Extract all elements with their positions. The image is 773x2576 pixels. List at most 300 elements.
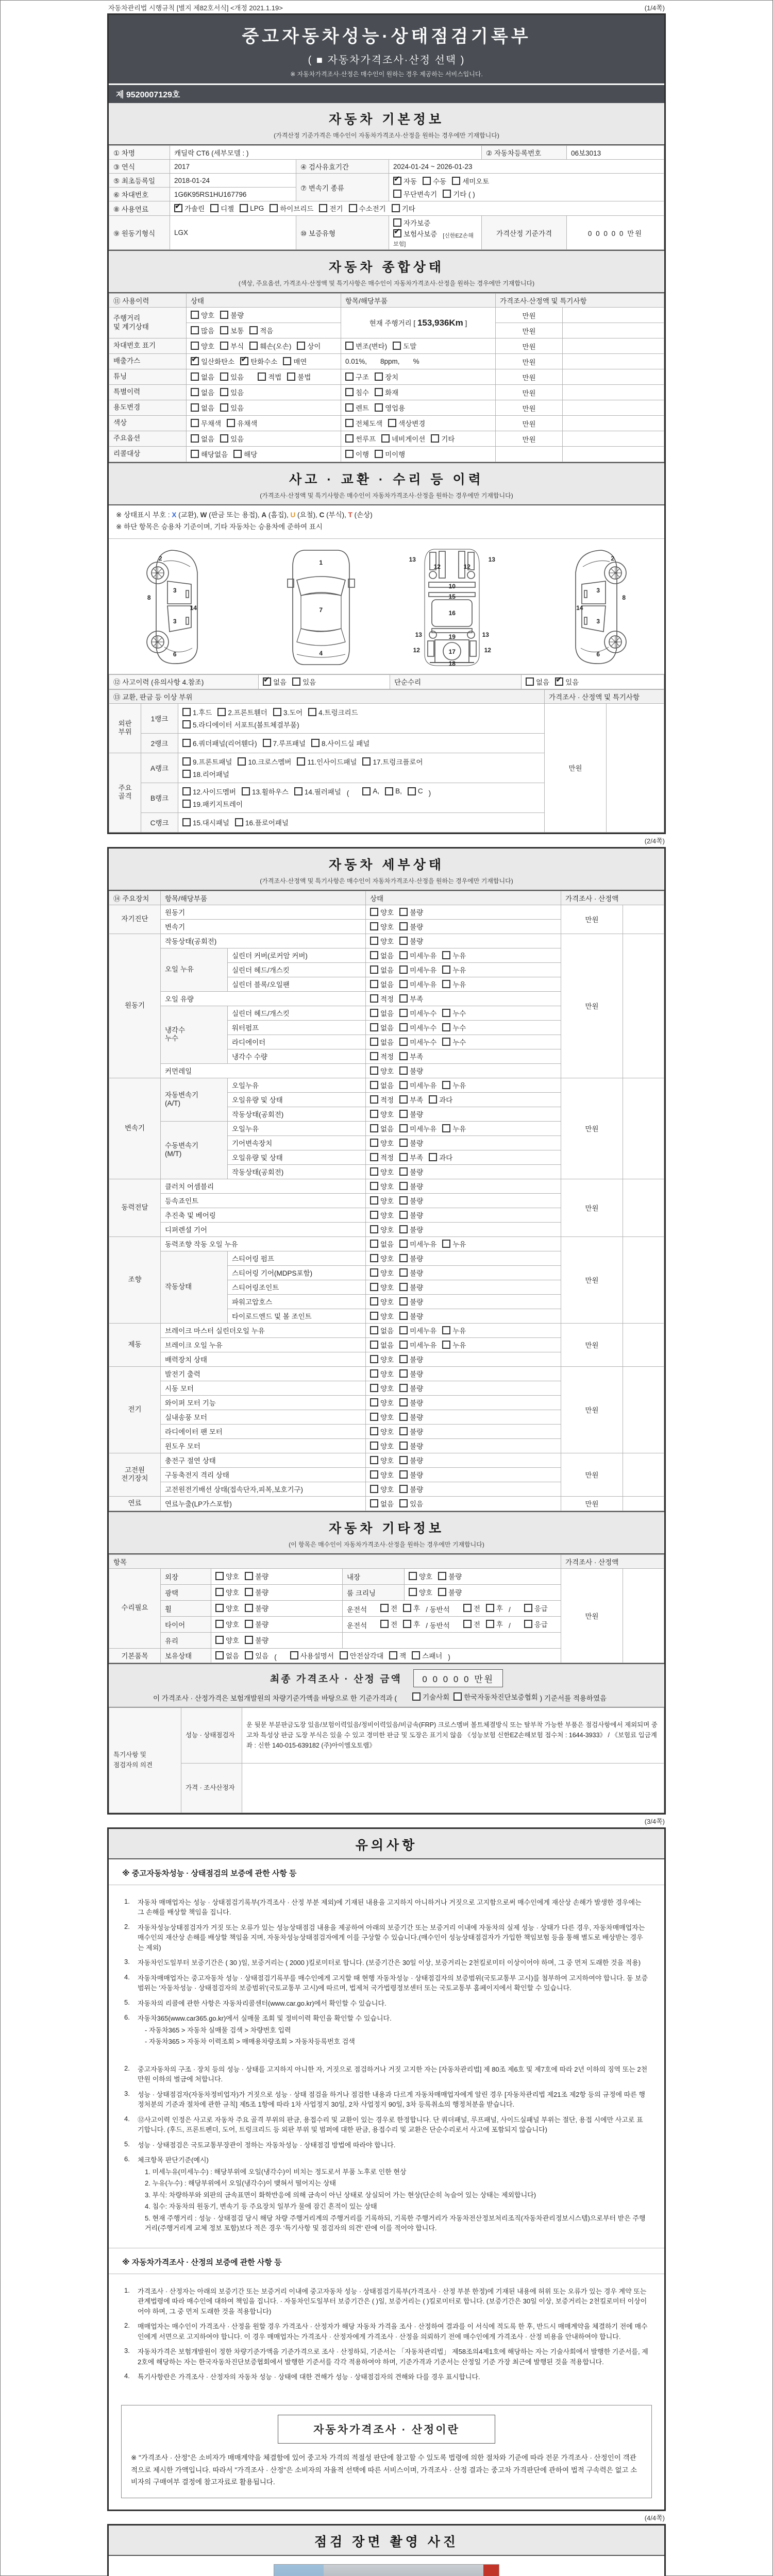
checkbox-option[interactable] [442, 1239, 466, 1249]
checkbox-option[interactable] [399, 1123, 436, 1133]
checkbox[interactable] [442, 980, 450, 988]
checkbox[interactable] [191, 357, 199, 365]
checkbox[interactable] [399, 1225, 408, 1233]
checkbox-option[interactable] [191, 418, 221, 428]
checkbox[interactable] [399, 1312, 408, 1320]
checkbox[interactable] [408, 787, 416, 795]
checkbox-option[interactable] [380, 1619, 397, 1629]
checkbox-option[interactable] [399, 907, 423, 917]
checkbox[interactable] [217, 708, 226, 716]
checkbox-option[interactable] [392, 203, 415, 213]
checkbox-option[interactable] [370, 1354, 394, 1364]
checkbox[interactable] [486, 1604, 494, 1612]
checkbox[interactable] [370, 1355, 378, 1363]
checkbox-option[interactable] [349, 203, 386, 213]
checkbox-option[interactable] [370, 1166, 394, 1177]
checkbox-option[interactable] [370, 1181, 394, 1191]
checkbox[interactable] [245, 1620, 253, 1628]
checkbox[interactable] [245, 1572, 253, 1580]
checkbox[interactable] [287, 372, 295, 381]
checkbox[interactable] [370, 1009, 378, 1017]
checkbox[interactable] [370, 1066, 378, 1075]
checkbox[interactable] [308, 708, 316, 716]
checkbox-option[interactable] [399, 1152, 423, 1162]
checkbox-option[interactable] [375, 371, 398, 382]
checkbox-option[interactable] [182, 786, 236, 796]
checkbox-option[interactable] [362, 756, 423, 767]
checkbox[interactable] [399, 1268, 408, 1277]
checkbox[interactable] [370, 1470, 378, 1479]
checkbox-option[interactable] [370, 1426, 394, 1436]
checkbox-option[interactable] [233, 449, 257, 459]
checkbox-option[interactable] [191, 341, 214, 351]
checkbox[interactable] [370, 1038, 378, 1046]
checkbox[interactable] [182, 787, 191, 795]
checkbox-option[interactable] [370, 1195, 394, 1206]
checkbox-option[interactable] [370, 936, 394, 946]
checkbox[interactable] [215, 1620, 224, 1628]
checkbox-option[interactable] [381, 433, 425, 444]
checkbox[interactable] [362, 787, 371, 795]
checkbox[interactable] [370, 1341, 378, 1349]
checkbox[interactable] [242, 787, 250, 795]
checkbox-option[interactable] [263, 738, 306, 748]
checkbox[interactable] [174, 204, 182, 212]
checkbox-option[interactable] [524, 1619, 548, 1629]
checkbox-option[interactable] [215, 1603, 239, 1613]
checkbox-option[interactable] [380, 1603, 397, 1613]
checkbox-option[interactable] [215, 1650, 239, 1660]
checkbox[interactable] [182, 800, 191, 808]
checkbox[interactable] [431, 434, 439, 443]
checkbox-option[interactable] [182, 738, 257, 748]
checkbox-option[interactable] [191, 449, 228, 459]
checkbox-option[interactable] [442, 1080, 466, 1090]
checkbox[interactable] [388, 419, 396, 427]
checkbox-option[interactable] [258, 371, 281, 382]
checkbox-option[interactable] [463, 1619, 480, 1629]
checkbox[interactable] [443, 190, 451, 198]
checkbox[interactable] [370, 908, 378, 916]
checkbox[interactable] [263, 677, 271, 686]
checkbox-option[interactable] [245, 1603, 268, 1613]
checkbox-option[interactable] [412, 1650, 442, 1660]
checkbox[interactable] [399, 937, 408, 945]
checkbox-option[interactable] [290, 1650, 334, 1660]
checkbox[interactable] [182, 770, 191, 778]
checkbox-option[interactable] [215, 1635, 239, 1645]
checkbox-option[interactable] [385, 787, 402, 795]
checkbox[interactable] [370, 1052, 378, 1060]
checkbox[interactable] [294, 787, 303, 795]
checkbox-option[interactable] [345, 341, 387, 351]
checkbox[interactable] [270, 204, 278, 212]
checkbox[interactable] [399, 908, 408, 916]
checkbox-option[interactable] [399, 1210, 423, 1220]
checkbox-option[interactable] [287, 371, 311, 382]
checkbox-option[interactable] [191, 371, 214, 382]
checkbox-option[interactable] [191, 402, 214, 413]
checkbox[interactable] [412, 1651, 420, 1659]
checkbox[interactable] [399, 1470, 408, 1479]
checkbox[interactable] [399, 1427, 408, 1435]
checkbox-option[interactable] [220, 433, 244, 444]
checkbox-option[interactable] [393, 176, 417, 186]
checkbox-option[interactable] [438, 1571, 462, 1581]
checkbox-option[interactable] [408, 787, 423, 795]
checkbox[interactable] [399, 1009, 408, 1017]
checkbox-option[interactable] [297, 756, 357, 767]
checkbox-option[interactable] [191, 356, 234, 366]
checkbox-option[interactable] [399, 1181, 423, 1191]
checkbox-option[interactable] [399, 1340, 436, 1350]
checkbox[interactable] [345, 372, 354, 381]
checkbox-option[interactable] [370, 1498, 394, 1509]
checkbox-option[interactable] [399, 1368, 423, 1379]
checkbox[interactable] [245, 1636, 253, 1644]
checkbox-option[interactable] [370, 950, 394, 960]
checkbox[interactable] [345, 342, 354, 350]
checkbox[interactable] [409, 1588, 417, 1596]
checkbox[interactable] [370, 922, 378, 930]
checkbox[interactable] [191, 434, 199, 443]
checkbox-option[interactable] [238, 756, 291, 767]
checkbox-option[interactable] [463, 1603, 480, 1613]
checkbox-option[interactable] [399, 1498, 423, 1509]
checkbox[interactable] [191, 342, 199, 350]
checkbox[interactable] [215, 1588, 224, 1596]
checkbox[interactable] [370, 1240, 378, 1248]
checkbox-option[interactable] [423, 176, 446, 186]
checkbox-option[interactable] [273, 707, 303, 717]
checkbox[interactable] [292, 677, 300, 686]
checkbox[interactable] [452, 177, 460, 185]
checkbox-option[interactable] [345, 433, 376, 444]
checkbox[interactable] [182, 720, 191, 728]
checkbox[interactable] [370, 1167, 378, 1176]
checkbox-option[interactable] [245, 1571, 268, 1581]
checkbox[interactable] [182, 708, 191, 716]
checkbox-option[interactable] [215, 1587, 239, 1597]
checkbox-option[interactable] [191, 325, 214, 335]
checkbox-option[interactable] [409, 1587, 432, 1597]
checkbox[interactable] [453, 1692, 462, 1701]
checkbox-option[interactable] [220, 325, 244, 335]
checkbox[interactable] [240, 357, 248, 365]
checkbox-option[interactable] [245, 1635, 268, 1645]
checkbox-option[interactable] [263, 676, 287, 687]
checkbox[interactable] [399, 1110, 408, 1118]
checkbox[interactable] [399, 1052, 408, 1060]
checkbox[interactable] [385, 787, 393, 795]
checkbox-option[interactable] [319, 203, 343, 213]
checkbox[interactable] [399, 1283, 408, 1291]
checkbox-option[interactable] [370, 1051, 394, 1061]
checkbox-option[interactable] [217, 707, 267, 717]
checkbox-option[interactable] [393, 341, 416, 351]
checkbox-option[interactable] [388, 418, 425, 428]
checkbox[interactable] [393, 190, 401, 198]
checkbox[interactable] [399, 1038, 408, 1046]
checkbox-option[interactable] [245, 1650, 268, 1660]
checkbox-option[interactable] [399, 1354, 423, 1364]
checkbox[interactable] [399, 1167, 408, 1176]
checkbox[interactable] [463, 1620, 472, 1628]
checkbox-option[interactable] [399, 1412, 423, 1422]
checkbox[interactable] [399, 1297, 408, 1306]
checkbox-option[interactable] [240, 356, 277, 366]
checkbox[interactable] [240, 204, 248, 212]
checkbox-option[interactable] [399, 1065, 423, 1076]
checkbox[interactable] [245, 1604, 253, 1612]
checkbox-option[interactable] [370, 921, 394, 931]
checkbox-option[interactable] [452, 176, 489, 186]
checkbox-option[interactable] [370, 1224, 394, 1234]
checkbox-option[interactable] [370, 1484, 394, 1494]
checkbox[interactable] [399, 1081, 408, 1089]
checkbox[interactable] [370, 994, 378, 1003]
checkbox[interactable] [370, 980, 378, 988]
checkbox-option[interactable] [399, 1311, 423, 1321]
checkbox[interactable] [220, 434, 228, 443]
checkbox[interactable] [370, 1081, 378, 1089]
checkbox-option[interactable] [412, 1691, 449, 1702]
checkbox-option[interactable] [399, 950, 436, 960]
checkbox[interactable] [429, 1095, 437, 1104]
checkbox[interactable] [362, 757, 371, 766]
checkbox[interactable] [429, 1153, 437, 1161]
checkbox-option[interactable] [215, 1619, 239, 1629]
checkbox-option[interactable] [399, 1080, 436, 1090]
checkbox[interactable] [442, 965, 450, 974]
checkbox[interactable] [442, 1081, 450, 1089]
checkbox[interactable] [227, 419, 235, 427]
checkbox-option[interactable] [399, 1296, 423, 1307]
checkbox[interactable] [370, 1110, 378, 1118]
checkbox-option[interactable] [399, 964, 436, 975]
checkbox-option[interactable] [389, 1650, 406, 1660]
checkbox-option[interactable] [370, 1109, 394, 1119]
checkbox[interactable] [486, 1620, 494, 1628]
checkbox[interactable] [233, 450, 242, 458]
checkbox[interactable] [393, 342, 401, 350]
checkbox[interactable] [311, 739, 320, 747]
checkbox-option[interactable] [399, 1022, 436, 1032]
checkbox-option[interactable] [375, 402, 405, 413]
checkbox-option[interactable] [249, 341, 291, 351]
checkbox-option[interactable] [399, 1267, 423, 1278]
checkbox-option[interactable] [403, 1619, 420, 1629]
checkbox[interactable] [345, 419, 354, 427]
checkbox[interactable] [380, 1620, 389, 1628]
checkbox-option[interactable] [249, 325, 273, 335]
checkbox[interactable] [370, 1225, 378, 1233]
checkbox-option[interactable] [431, 433, 455, 444]
checkbox-option[interactable] [442, 1340, 466, 1350]
checkbox-option[interactable] [442, 979, 466, 989]
checkbox[interactable] [290, 1651, 298, 1659]
checkbox-option[interactable] [429, 1152, 452, 1162]
checkbox-option[interactable] [191, 387, 214, 397]
checkbox-option[interactable] [399, 921, 423, 931]
checkbox[interactable] [370, 1485, 378, 1493]
checkbox[interactable] [442, 1124, 450, 1132]
checkbox-option[interactable] [399, 1383, 423, 1393]
checkbox-option[interactable] [399, 1325, 436, 1335]
checkbox[interactable] [220, 388, 228, 396]
checkbox[interactable] [370, 1211, 378, 1219]
checkbox[interactable] [399, 1254, 408, 1262]
checkbox-option[interactable] [370, 979, 394, 989]
checkbox-option[interactable] [370, 1311, 394, 1321]
checkbox-option[interactable] [370, 1296, 394, 1307]
checkbox[interactable] [370, 1153, 378, 1161]
checkbox[interactable] [370, 1456, 378, 1464]
checkbox-option[interactable] [182, 707, 212, 717]
checkbox[interactable] [399, 1196, 408, 1205]
checkbox-option[interactable] [191, 433, 214, 444]
checkbox-option[interactable] [399, 1037, 436, 1047]
checkbox[interactable] [524, 1604, 532, 1612]
checkbox[interactable] [370, 1095, 378, 1104]
checkbox[interactable] [245, 1651, 253, 1659]
checkbox[interactable] [399, 1413, 408, 1421]
checkbox-option[interactable] [442, 1022, 466, 1032]
checkbox[interactable] [375, 403, 383, 412]
checkbox[interactable] [399, 1456, 408, 1464]
checkbox-option[interactable] [375, 387, 398, 397]
checkbox-option[interactable] [399, 1239, 436, 1249]
checkbox-option[interactable] [370, 1412, 394, 1422]
checkbox-option[interactable] [399, 1109, 423, 1119]
checkbox[interactable] [191, 372, 199, 381]
checkbox-option[interactable] [370, 1325, 394, 1335]
checkbox[interactable] [220, 311, 228, 319]
checkbox-option[interactable] [442, 950, 466, 960]
checkbox[interactable] [370, 1384, 378, 1392]
checkbox-option[interactable] [308, 707, 358, 717]
checkbox-option[interactable] [292, 676, 316, 687]
checkbox[interactable] [399, 1139, 408, 1147]
checkbox[interactable] [399, 1211, 408, 1219]
checkbox-option[interactable] [370, 1239, 394, 1249]
checkbox[interactable] [182, 818, 191, 826]
checkbox-option[interactable] [399, 1440, 423, 1451]
checkbox[interactable] [389, 1651, 397, 1659]
checkbox[interactable] [370, 1182, 378, 1190]
checkbox[interactable] [191, 450, 199, 458]
checkbox-option[interactable] [453, 1691, 537, 1702]
checkbox-option[interactable] [393, 189, 437, 199]
checkbox-option[interactable] [182, 719, 299, 730]
checkbox-option[interactable] [399, 1008, 436, 1018]
checkbox[interactable] [438, 1572, 446, 1580]
checkbox[interactable] [375, 372, 383, 381]
checkbox[interactable] [412, 1692, 421, 1701]
checkbox-option[interactable] [210, 203, 234, 213]
checkbox[interactable] [442, 1326, 450, 1334]
checkbox-option[interactable] [370, 1123, 394, 1133]
checkbox-option[interactable] [486, 1619, 503, 1629]
checkbox[interactable] [399, 1023, 408, 1031]
checkbox-option[interactable] [399, 1397, 423, 1408]
checkbox[interactable] [249, 342, 258, 350]
checkbox[interactable] [370, 1413, 378, 1421]
checkbox[interactable] [370, 1196, 378, 1205]
checkbox-option[interactable] [399, 1138, 423, 1148]
checkbox[interactable] [442, 1038, 450, 1046]
checkbox-option[interactable] [370, 1138, 394, 1148]
checkbox[interactable] [399, 1153, 408, 1161]
checkbox-option[interactable] [370, 907, 394, 917]
checkbox-option[interactable] [182, 817, 229, 827]
checkbox[interactable] [399, 1240, 408, 1248]
checkbox[interactable] [442, 951, 450, 959]
checkbox[interactable] [524, 1620, 532, 1628]
checkbox[interactable] [297, 342, 305, 350]
checkbox[interactable] [370, 1427, 378, 1435]
checkbox[interactable] [399, 980, 408, 988]
checkbox-option[interactable] [227, 418, 257, 428]
checkbox[interactable] [273, 708, 281, 716]
checkbox[interactable] [399, 1341, 408, 1349]
checkbox-option[interactable] [370, 1152, 394, 1162]
checkbox[interactable] [399, 922, 408, 930]
checkbox-option[interactable] [362, 787, 379, 795]
checkbox[interactable] [393, 218, 401, 227]
checkbox[interactable] [393, 229, 401, 238]
checkbox[interactable] [238, 757, 246, 766]
checkbox[interactable] [370, 1297, 378, 1306]
checkbox-option[interactable] [524, 1603, 548, 1613]
checkbox-option[interactable] [399, 1455, 423, 1465]
checkbox-option[interactable] [370, 993, 394, 1004]
checkbox[interactable] [399, 1124, 408, 1132]
checkbox[interactable] [370, 937, 378, 945]
checkbox[interactable] [220, 403, 228, 412]
checkbox-option[interactable] [403, 1603, 420, 1613]
checkbox[interactable] [399, 965, 408, 974]
checkbox[interactable] [399, 1369, 408, 1378]
checkbox[interactable] [345, 388, 354, 396]
checkbox[interactable] [349, 204, 357, 212]
checkbox[interactable] [392, 204, 400, 212]
checkbox-option[interactable] [270, 203, 313, 213]
checkbox[interactable] [399, 1095, 408, 1104]
checkbox-option[interactable] [409, 1571, 432, 1581]
checkbox-option[interactable] [345, 371, 369, 382]
checkbox-option[interactable] [370, 1037, 394, 1047]
checkbox-option[interactable] [215, 1571, 239, 1581]
checkbox[interactable] [438, 1588, 446, 1596]
checkbox-option[interactable] [370, 1267, 394, 1278]
checkbox[interactable] [399, 1398, 408, 1406]
checkbox[interactable] [370, 951, 378, 959]
checkbox[interactable] [399, 1485, 408, 1493]
checkbox[interactable] [399, 994, 408, 1003]
checkbox[interactable] [263, 739, 271, 747]
checkbox[interactable] [370, 1254, 378, 1262]
checkbox-option[interactable] [442, 1037, 466, 1047]
checkbox-option[interactable] [370, 964, 394, 975]
checkbox[interactable] [182, 739, 191, 747]
checkbox-option[interactable] [340, 1650, 383, 1660]
checkbox[interactable] [370, 1139, 378, 1147]
checkbox-option[interactable] [345, 418, 382, 428]
checkbox[interactable] [220, 342, 228, 350]
checkbox-option[interactable] [370, 1368, 394, 1379]
checkbox-option[interactable] [174, 203, 205, 213]
